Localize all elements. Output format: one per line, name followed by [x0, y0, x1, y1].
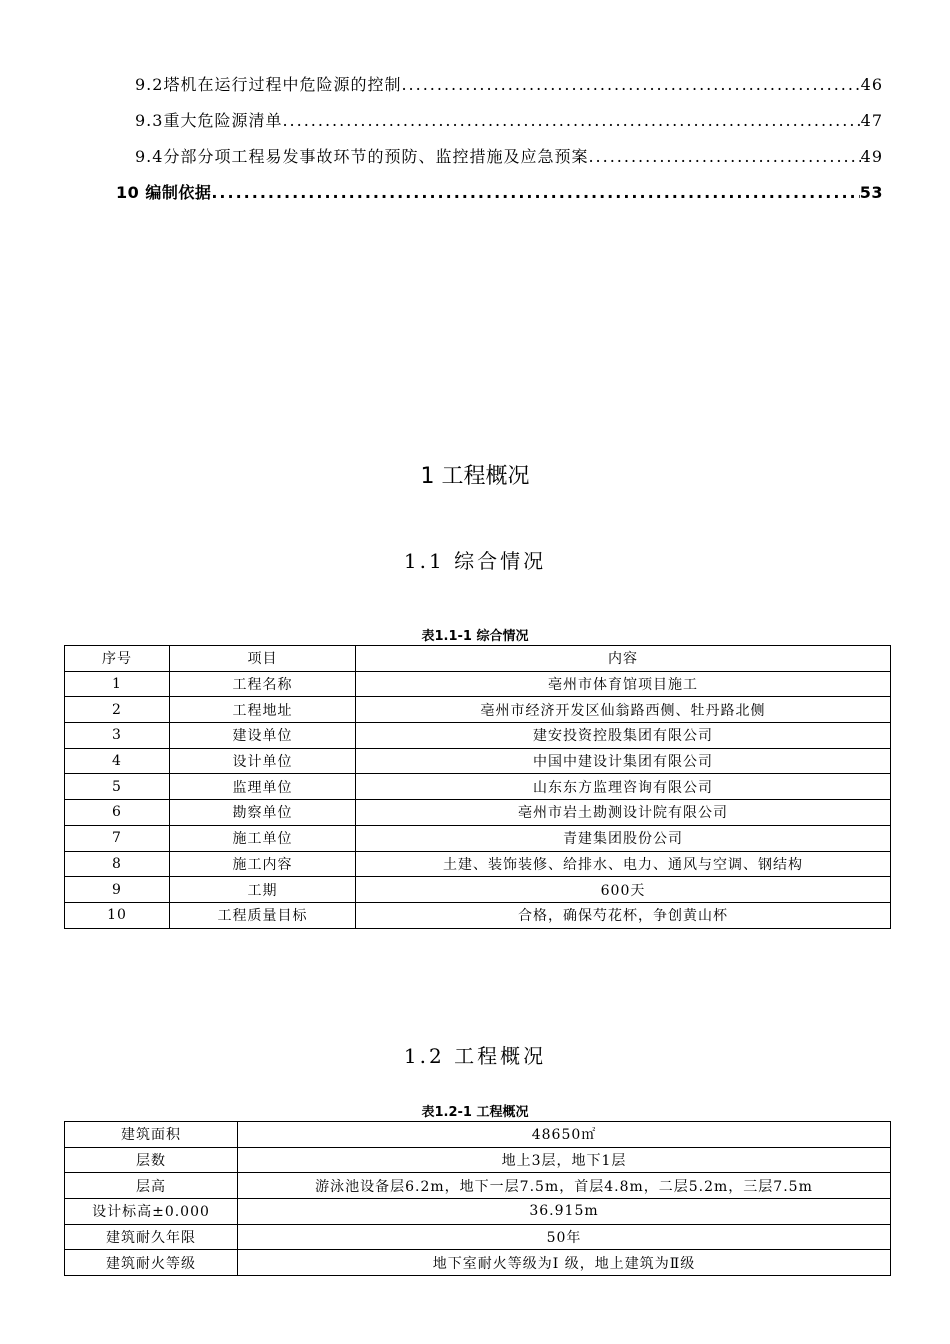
toc-entry-title: 9.2塔机在运行过程中危险源的控制 [135, 75, 402, 94]
table-cell: 亳州市经济开发区仙翁路西侧、牡丹路北侧 [356, 697, 891, 723]
table-cell: 2 [65, 697, 170, 723]
table-row [65, 697, 891, 723]
toc-entry[interactable] [135, 72, 883, 95]
column-header: 序号 [65, 646, 170, 672]
table-cell: 施工内容 [170, 851, 356, 877]
table-caption: 表1.2-1 工程概况 [421, 1105, 529, 1120]
table-row [65, 723, 891, 749]
table-cell: 1 [65, 671, 170, 697]
table-cell: 地上3层，地下1层 [238, 1147, 891, 1173]
table-cell: 设计标高±0.000 [65, 1199, 238, 1225]
table-row [65, 748, 891, 774]
table-cell: 亳州市体育馆项目施工 [356, 671, 891, 697]
table-cell: 层数 [65, 1147, 238, 1173]
table-row [65, 825, 891, 851]
toc-leader-dots [282, 111, 860, 130]
table-cell: 8 [65, 851, 170, 877]
overview-table [64, 645, 891, 929]
table-cell: 游泳池设备层6.2m，地下一层7.5m，首层4.8m，二层5.2m，三层7.5m [238, 1173, 891, 1199]
table-cell: 36.915m [238, 1199, 891, 1225]
table-cell: 4 [65, 748, 170, 774]
toc-entry-title: 9.3重大危险源清单 [135, 111, 283, 130]
toc-entry-page: 47 [860, 111, 883, 130]
table-cell: 建设单位 [170, 723, 356, 749]
table-cell: 青建集团股份公司 [356, 825, 891, 851]
table-header-row [65, 646, 891, 672]
table-cell: 工程质量目标 [170, 902, 356, 928]
table-cell: 工程地址 [170, 697, 356, 723]
table-cell: 勘察单位 [170, 800, 356, 826]
table-cell: 10 [65, 902, 170, 928]
project-overview-table [64, 1121, 891, 1276]
table-row [65, 902, 891, 928]
table-row [65, 1224, 891, 1250]
table-row [65, 877, 891, 903]
toc-entry-title: 10 编制依据 [116, 183, 212, 202]
table-row [65, 800, 891, 826]
table-row [65, 1122, 891, 1148]
table-row [65, 1250, 891, 1276]
toc-entry-page: 46 [860, 75, 883, 94]
toc-entry-page: 53 [859, 183, 883, 202]
table-row [65, 851, 891, 877]
table-row [65, 1199, 891, 1225]
table-cell: 9 [65, 877, 170, 903]
section-heading: 1.1 综合情况 [403, 549, 547, 573]
table-cell: 7 [65, 825, 170, 851]
section-heading: 1.2 工程概况 [403, 1044, 547, 1068]
table-cell: 工程名称 [170, 671, 356, 697]
table-row [65, 774, 891, 800]
toc-entry-page: 49 [860, 147, 883, 166]
table-cell: 土建、装饰装修、给排水、电力、通风与空调、钢结构 [356, 851, 891, 877]
table-cell: 工期 [170, 877, 356, 903]
table-cell: 5 [65, 774, 170, 800]
toc-leader-dots [401, 75, 860, 94]
chapter-heading: 1 工程概况 [420, 464, 530, 489]
table-cell: 6 [65, 800, 170, 826]
table-cell: 建筑面积 [65, 1122, 238, 1148]
table-cell: 50年 [238, 1224, 891, 1250]
table-cell: 层高 [65, 1173, 238, 1199]
table-cell: 合格，确保芍花杯，争创黄山杯 [356, 902, 891, 928]
table-cell: 设计单位 [170, 748, 356, 774]
table-cell: 3 [65, 723, 170, 749]
toc-entry-title: 9.4分部分项工程易发事故环节的预防、监控措施及应急预案 [135, 147, 589, 166]
table-cell: 监理单位 [170, 774, 356, 800]
table-row [65, 1173, 891, 1199]
table-cell: 48650㎡ [238, 1122, 891, 1148]
toc-leader-dots [211, 183, 859, 202]
table-caption: 表1.1-1 综合情况 [421, 629, 529, 644]
column-header: 项目 [170, 646, 356, 672]
table-cell: 亳州市岩土勘测设计院有限公司 [356, 800, 891, 826]
table-cell: 施工单位 [170, 825, 356, 851]
toc-entry[interactable] [135, 108, 883, 131]
table-cell: 山东东方监理咨询有限公司 [356, 774, 891, 800]
toc-entry[interactable] [135, 144, 883, 167]
table-row [65, 671, 891, 697]
toc-leader-dots [588, 147, 860, 166]
table-row [65, 1147, 891, 1173]
column-header: 内容 [356, 646, 891, 672]
table-cell: 建筑耐久年限 [65, 1224, 238, 1250]
table-cell: 中国中建设计集团有限公司 [356, 748, 891, 774]
table-cell: 地下室耐火等级为Ⅰ 级，地上建筑为Ⅱ级 [238, 1250, 891, 1276]
toc-entry[interactable] [116, 180, 883, 203]
table-cell: 600天 [356, 877, 891, 903]
table-cell: 建安投资控股集团有限公司 [356, 723, 891, 749]
table-cell: 建筑耐火等级 [65, 1250, 238, 1276]
